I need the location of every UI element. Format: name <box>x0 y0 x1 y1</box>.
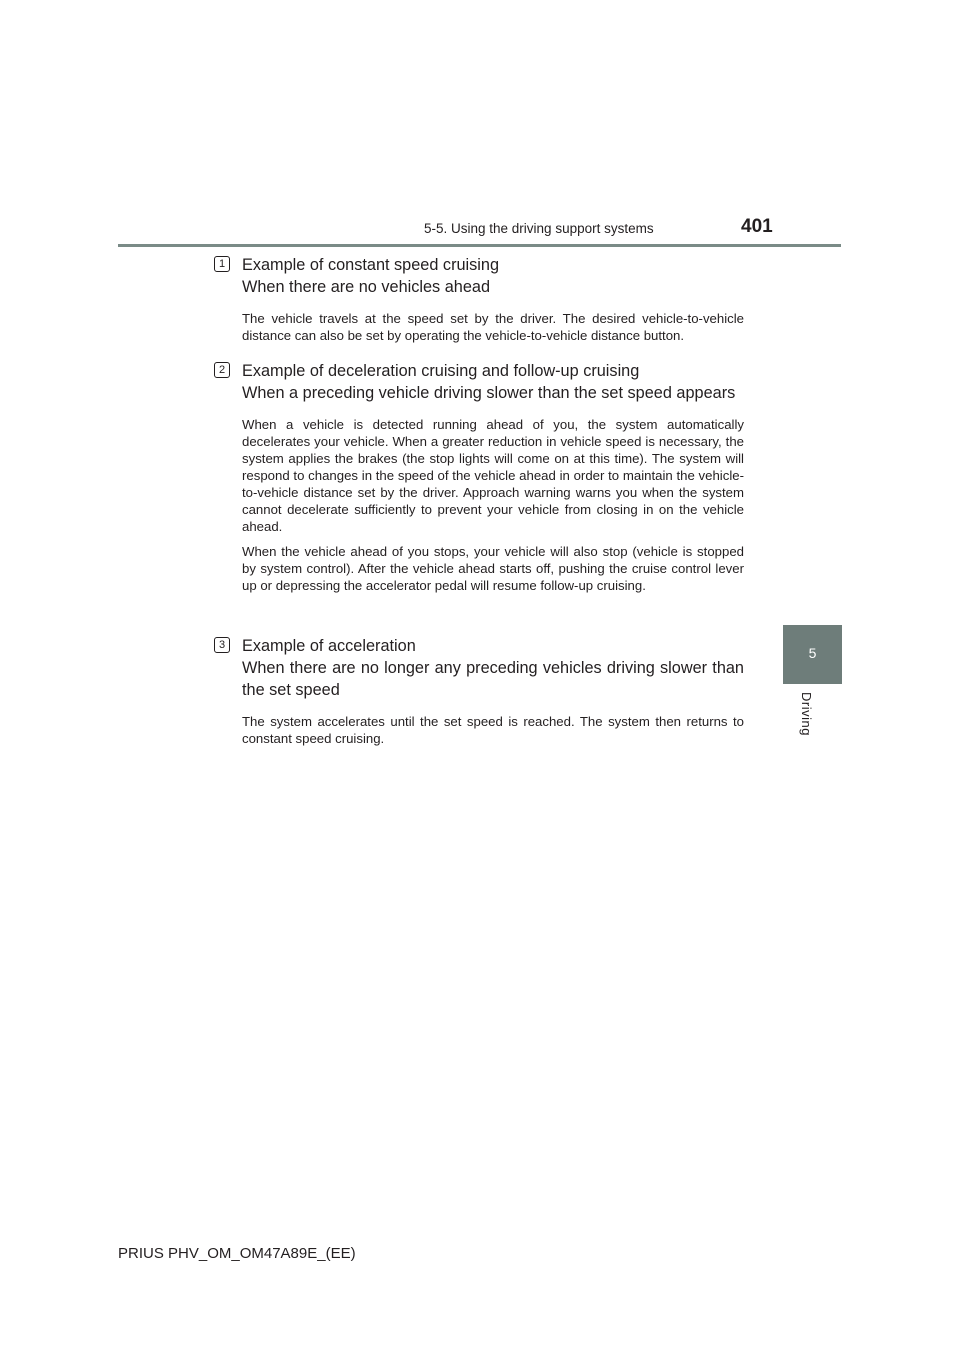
item-heading <box>242 360 744 404</box>
item-heading-line-1: Example of acceleration <box>242 637 416 655</box>
section-title: 5-5. Using the driving support systems <box>424 221 654 236</box>
page-number: 401 <box>741 216 773 237</box>
item-heading-line-2: When a preceding vehicle driving slower than the set speed appears <box>242 384 736 402</box>
chapter-tab <box>783 625 842 684</box>
item-heading <box>242 635 744 701</box>
chapter-label: Driving <box>799 692 814 736</box>
item-heading-line-2: When there are no vehicles ahead <box>242 278 490 296</box>
chapter-number: 5 <box>808 645 817 661</box>
item-body-text: The vehicle travels at the speed set by the driver. The desired vehicle-to-vehicle distance can also be set by operating the vehicle-to-vehicle distance button. <box>242 311 744 343</box>
item-heading-line-2: When there are no longer any preceding vehicles driving slower than the set speed <box>242 659 744 699</box>
item-body-text: When the vehicle ahead of you stops, your vehicle will also stop (vehicle is stopped by system control). After the vehicle ahead starts off, pushing the cruise control lever up or depressing the accelerator pedal will resume follow-up cruising. <box>242 544 744 593</box>
item-heading-line-1: Example of constant speed cruising <box>242 256 500 274</box>
item-body-text: When a vehicle is detected running ahead of you, the system automatically decelerates your vehicle. When a greater reduction in vehicle speed is necessary, the system applies the brakes (the stop lights will come on at this time). The system will respond to changes in the speed of the vehicle ahead in order to maintain the vehicle-to-vehicle distance set by the driver. Approach warning warns you when the system cannot decelerate sufficiently to prevent your vehicle from closing in on the vehicle ahead. <box>242 417 744 534</box>
list-item-2 <box>214 360 744 594</box>
list-item-1 <box>214 254 744 344</box>
item-body-text: The system accelerates until the set speed is reached. The system then returns to constant speed cruising. <box>242 714 744 746</box>
item-heading <box>242 254 744 298</box>
document-code: PRIUS PHV_OM_OM47A89E_(EE) <box>118 1245 356 1262</box>
list-item-3 <box>214 635 744 747</box>
item-number-badge: 1 <box>214 256 230 272</box>
item-number-badge: 2 <box>214 362 230 378</box>
item-number-badge: 3 <box>214 637 230 653</box>
header-divider <box>118 244 841 247</box>
item-heading-line-1: Example of deceleration cruising and follow-up cruising <box>242 362 640 380</box>
